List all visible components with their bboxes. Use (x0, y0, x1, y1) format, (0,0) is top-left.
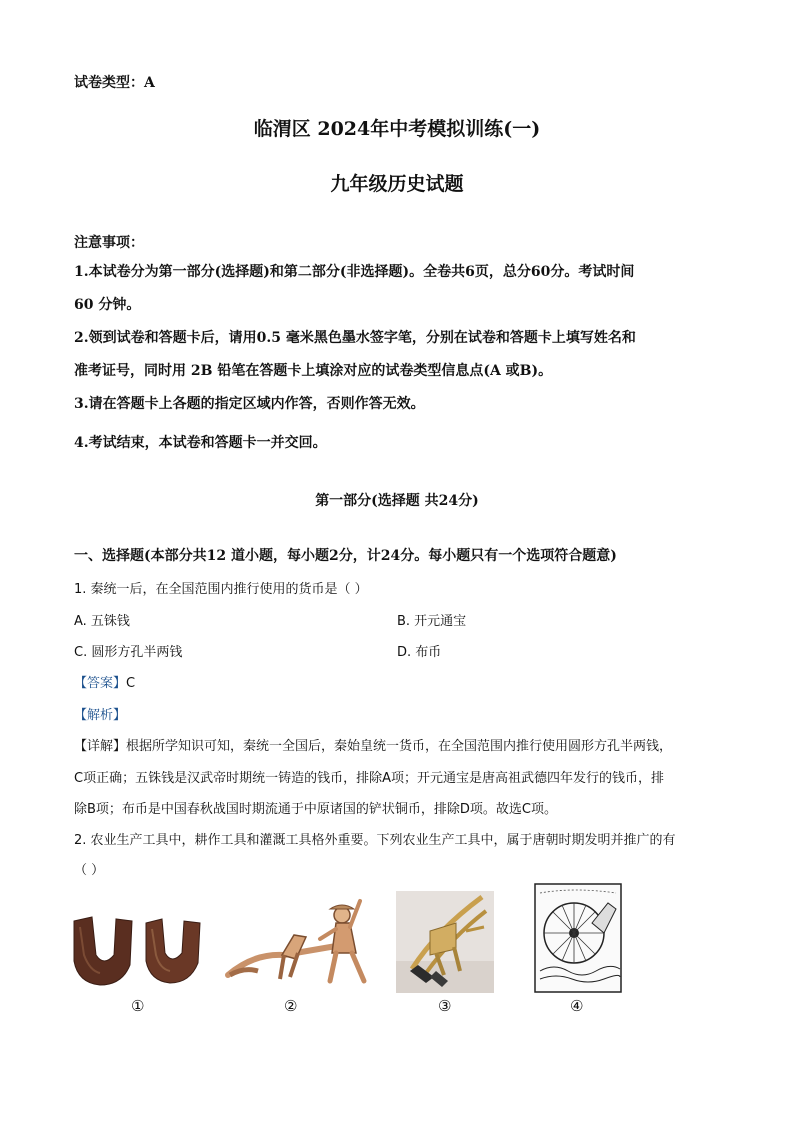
iron-plowshare-icon (70, 915, 218, 987)
page-title: 临渭区 2024年中考模拟训练(一) (253, 118, 541, 140)
notice-item-2-line-2: 准考证号，同时用 2B 铅笔在答题卡上填涂对应的试卷类型信息点(A 或B)。 (74, 363, 553, 379)
figure-3-label: ③ (438, 997, 452, 1015)
notice-heading: 注意事项： (74, 235, 144, 251)
waterwheel-engraving-icon (534, 883, 622, 993)
figure-1-label: ① (131, 997, 145, 1015)
question-1-detail-line-1: 【详解】根据所学知识可知，秦统一全国后，秦始皇统一货币，在全国范围内推行使用圆形方孔半两钱， (74, 739, 673, 754)
notice-item-1-line-2: 60 分钟。 (74, 297, 141, 313)
notice-item-2-line-1: 2.领到试卷和答题卡后，请用0.5 毫米黑色墨水签字笔，分别在试卷和答题卡上填写姓名和 (74, 330, 636, 346)
paper-type: 试卷类型：A (74, 75, 155, 91)
notice-item-3: 3.请在答题卡上各题的指定区域内作答，否则作答无效。 (74, 396, 425, 412)
question-1-option-d: D. 布币 (397, 645, 442, 660)
part-1-heading: 第一部分(选择题 共24分) (315, 493, 479, 509)
figure-4-label: ④ (570, 997, 584, 1015)
question-1-option-c: C. 圆形方孔半两钱 (74, 645, 183, 660)
question-1-detail-line-3: 除B项；布币是中国春秋战国时期流通于中原诸国的铲状铜币，排除D项。故选C项。 (74, 802, 558, 817)
question-2-stem-line-2: （ ） (74, 863, 105, 878)
question-1-detail-line-2: C项正确；五铢钱是汉武帝时期统一铸造的钱币，排除A项；开元通宝是唐高祖武德四年发行的钱币，排 (74, 771, 664, 786)
notice-item-4: 4.考试结束，本试卷和答题卡一并交回。 (74, 435, 327, 451)
answer-value: C (126, 676, 136, 691)
answer-tag: 【答案】 (74, 676, 127, 691)
question-2-stem-line-1: 2. 农业生产工具中，耕作工具和灌溉工具格外重要。下列农业生产工具中，属于唐朝时期发明并推广的有 (74, 833, 676, 848)
question-1-stem: 1. 秦统一后，在全国范围内推行使用的货币是（ ） (74, 582, 368, 597)
question-1-analysis-tag: 【解析】 (74, 708, 127, 723)
page-subtitle: 九年级历史试题 (330, 173, 464, 195)
figure-2-label: ② (284, 997, 298, 1015)
question-1-answer (74, 672, 135, 691)
curved-shaft-plow-icon (396, 891, 494, 993)
notice-item-1-line-1: 1.本试卷分为第一部分(选择题)和第二部分(非选择题)。全卷共6页，总分60分。考试时间 (74, 264, 635, 280)
question-1-option-b: B. 开元通宝 (397, 614, 467, 629)
plowing-farmer-icon (224, 893, 380, 985)
section-1-heading: 一、选择题(本部分共12 道小题，每小题2分，计24分。每小题只有一个选项符合题意) (74, 548, 617, 564)
question-1-option-a: A. 五铢钱 (74, 614, 130, 629)
